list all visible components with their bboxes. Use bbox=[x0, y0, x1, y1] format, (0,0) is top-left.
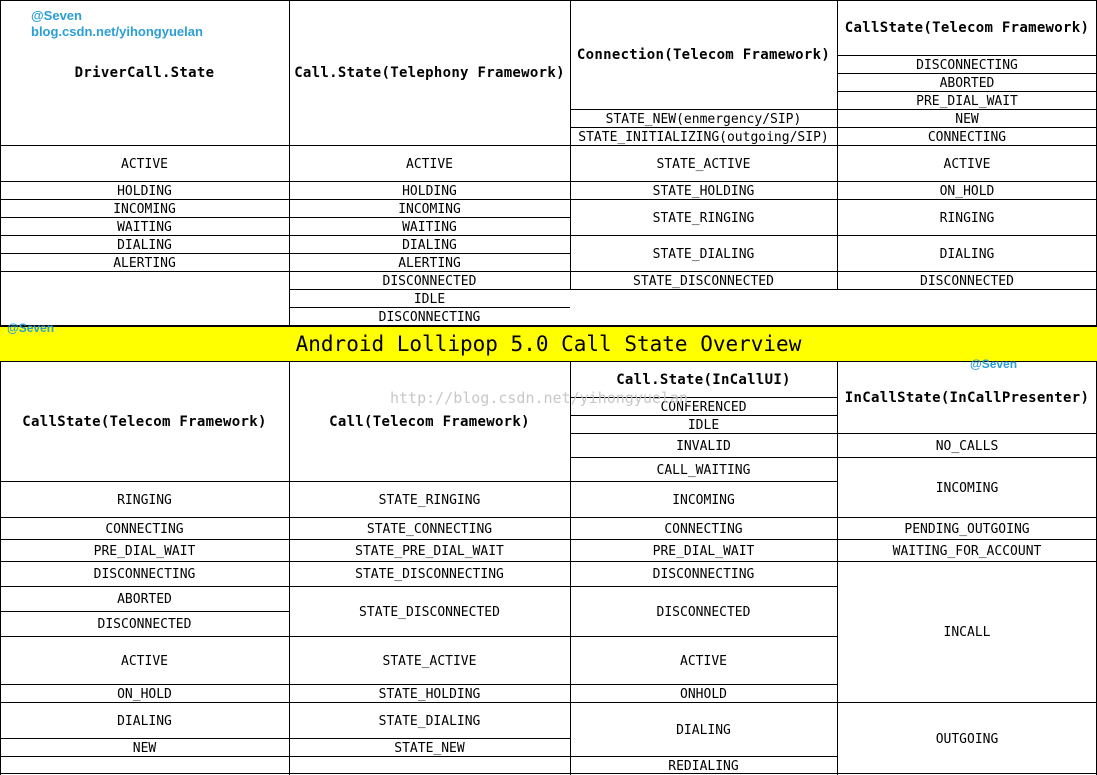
grid-line-horizontal bbox=[0, 773, 1097, 774]
cell-telephony-holding: HOLDING bbox=[402, 183, 457, 199]
grid-line-horizontal bbox=[837, 73, 1097, 74]
grid-line-horizontal bbox=[837, 55, 1097, 56]
cell-callstate-disconnecting-bottom: DISCONNECTING bbox=[93, 567, 196, 582]
cell-driver-incoming: INCOMING bbox=[113, 201, 176, 217]
cell-telephony-idle: IDLE bbox=[413, 291, 446, 307]
grid-line-horizontal bbox=[0, 181, 1097, 182]
cell-incallui-onhold: ONHOLD bbox=[680, 686, 727, 702]
cell-telephony-active: ACTIVE bbox=[406, 156, 453, 172]
grid-line-horizontal bbox=[0, 517, 1097, 518]
cell-presenter-incoming: INCOMING bbox=[935, 480, 999, 496]
cell-incallui-pre-dial-wait: PRE_DIAL_WAIT bbox=[652, 543, 755, 559]
cell-driver-dialing: DIALING bbox=[117, 237, 172, 253]
cell-callstate-pre-dial-wait: PRE_DIAL_WAIT bbox=[916, 93, 1018, 109]
grid-line-horizontal bbox=[0, 756, 837, 757]
cell-presenter-waiting-for-account: WAITING_FOR_ACCOUNT bbox=[892, 543, 1042, 559]
header-incall-presenter-state: InCallState(InCallPresenter) bbox=[844, 390, 1090, 406]
cell-telephony-alerting: ALERTING bbox=[398, 255, 461, 271]
grid-line-horizontal bbox=[0, 217, 570, 218]
cell-callstate-on-hold-bottom: ON_HOLD bbox=[117, 686, 172, 702]
grid-line-vertical bbox=[0, 362, 1, 775]
header-telecom-callstate: CallState(Telecom Framework) bbox=[844, 20, 1090, 36]
cell-incallui-call-waiting: CALL_WAITING bbox=[656, 462, 751, 478]
cell-driver-waiting: WAITING bbox=[117, 219, 172, 235]
grid-line-horizontal bbox=[570, 415, 837, 416]
grid-line-horizontal bbox=[0, 738, 570, 739]
cell-presenter-outgoing: OUTGOING bbox=[935, 731, 999, 747]
cell-call-state-disconnecting: STATE_DISCONNECTING bbox=[355, 567, 504, 582]
cell-presenter-no-calls: NO_CALLS bbox=[935, 438, 999, 454]
cell-incallui-idle: IDLE bbox=[687, 417, 720, 433]
cell-call-state-holding: STATE_HOLDING bbox=[378, 686, 481, 702]
watermark-author-banner-right: @Seven bbox=[970, 357, 1018, 371]
cell-driver-active: ACTIVE bbox=[121, 156, 168, 172]
cell-callstate-disconnected-bottom: DISCONNECTED bbox=[97, 617, 192, 632]
grid-line-horizontal bbox=[0, 271, 1097, 272]
cell-connection-state-ringing: STATE_RINGING bbox=[652, 210, 755, 226]
cell-incallui-connecting: CONNECTING bbox=[664, 521, 743, 537]
grid-line-horizontal bbox=[0, 481, 837, 482]
cell-incallui-incoming: INCOMING bbox=[672, 492, 735, 508]
cell-callstate-disconnected: DISCONNECTED bbox=[920, 273, 1014, 289]
cell-incallui-invalid: INVALID bbox=[676, 438, 731, 454]
cell-incallui-disconnected: DISCONNECTED bbox=[656, 604, 751, 620]
cell-callstate-dialing: DIALING bbox=[939, 246, 995, 262]
cell-incallui-active: ACTIVE bbox=[680, 653, 727, 669]
cell-incallui-disconnecting: DISCONNECTING bbox=[652, 567, 755, 582]
cell-driver-holding: HOLDING bbox=[117, 183, 172, 199]
grid-line-vertical bbox=[289, 0, 290, 326]
cell-callstate-new-bottom: NEW bbox=[132, 740, 157, 756]
cell-callstate-ringing: RINGING bbox=[939, 210, 995, 226]
cell-presenter-incall: INCALL bbox=[943, 624, 991, 640]
grid-line-horizontal bbox=[289, 289, 1097, 290]
cell-callstate-dialing-bottom: DIALING bbox=[117, 713, 172, 729]
header-incallui-call-state: Call.State(InCallUI) bbox=[616, 372, 791, 388]
grid-line-horizontal bbox=[0, 636, 837, 637]
cell-incallui-redialing: REDIALING bbox=[668, 758, 739, 774]
cell-call-state-dialing: STATE_DIALING bbox=[378, 713, 481, 729]
grid-line-horizontal bbox=[0, 253, 570, 254]
grid-line-vertical bbox=[837, 0, 838, 290]
grid-line-horizontal bbox=[0, 0, 1097, 1]
cell-call-state-connecting: STATE_CONNECTING bbox=[366, 521, 493, 537]
grid-line-horizontal bbox=[0, 561, 1097, 562]
cell-call-state-new: STATE_NEW bbox=[394, 740, 465, 756]
cell-connection-state-disconnected: STATE_DISCONNECTED bbox=[633, 273, 774, 289]
grid-line-vertical bbox=[0, 0, 1, 326]
watermark-url-top: blog.csdn.net/yihongyuelan bbox=[31, 24, 203, 39]
cell-callstate-new: NEW bbox=[955, 111, 979, 127]
grid-line-horizontal bbox=[837, 91, 1097, 92]
cell-callstate-on-hold: ON_HOLD bbox=[939, 183, 995, 199]
grid-line-horizontal bbox=[0, 539, 1097, 540]
grid-line-vertical bbox=[570, 0, 571, 290]
grid-line-horizontal bbox=[289, 307, 570, 308]
watermark-author-banner-left: @Seven bbox=[7, 321, 55, 335]
watermark-center-url: http://blog.csdn.net/yihongyuelan bbox=[390, 389, 689, 407]
cell-driver-alerting: ALERTING bbox=[113, 255, 176, 271]
cell-callstate-aborted-bottom: ABORTED bbox=[117, 592, 172, 607]
cell-telephony-incoming: INCOMING bbox=[398, 201, 461, 217]
cell-connection-state-new: STATE_NEW(enmergency/SIP) bbox=[605, 111, 802, 127]
grid-line-vertical bbox=[837, 362, 838, 775]
grid-line-vertical bbox=[570, 362, 571, 775]
grid-line-vertical bbox=[289, 362, 290, 775]
grid-line-horizontal bbox=[0, 586, 837, 587]
grid-line-horizontal bbox=[0, 145, 1097, 146]
overview-title: Android Lollipop 5.0 Call State Overview bbox=[295, 332, 802, 356]
overview-title-banner bbox=[0, 326, 1097, 362]
cell-call-state-ringing: STATE_RINGING bbox=[378, 492, 481, 508]
cell-call-state-disconnected: STATE_DISCONNECTED bbox=[359, 604, 500, 620]
cell-telephony-waiting: WAITING bbox=[402, 219, 457, 235]
grid-line-horizontal bbox=[0, 702, 1097, 703]
cell-callstate-connecting: CONNECTING bbox=[927, 129, 1007, 145]
cell-callstate-connecting-bottom: CONNECTING bbox=[105, 521, 184, 537]
grid-line-horizontal bbox=[570, 457, 1097, 458]
cell-connection-state-active: STATE_ACTIVE bbox=[656, 156, 751, 172]
grid-line-horizontal bbox=[0, 325, 1097, 326]
grid-line-horizontal bbox=[0, 611, 289, 612]
grid-line-horizontal bbox=[0, 199, 1097, 200]
cell-callstate-active: ACTIVE bbox=[943, 156, 991, 172]
grid-line-horizontal bbox=[570, 109, 1097, 110]
cell-call-state-pre-dial-wait: STATE_PRE_DIAL_WAIT bbox=[355, 543, 504, 559]
grid-line-horizontal bbox=[0, 235, 1097, 236]
cell-connection-state-holding: STATE_HOLDING bbox=[652, 183, 755, 199]
cell-callstate-disconnecting: DISCONNECTING bbox=[916, 57, 1018, 73]
cell-callstate-pre-dial-wait-bottom: PRE_DIAL_WAIT bbox=[93, 543, 196, 559]
header-telecom-call: Call(Telecom Framework) bbox=[329, 414, 530, 430]
watermark-author-top: @Seven bbox=[31, 8, 82, 23]
cell-call-state-active: STATE_ACTIVE bbox=[382, 653, 477, 669]
grid-line-horizontal bbox=[0, 361, 1097, 362]
cell-telephony-disconnecting: DISCONNECTING bbox=[378, 309, 481, 325]
cell-connection-state-dialing: STATE_DIALING bbox=[652, 246, 755, 262]
header-telephony-call-state: Call.State(Telephony Framework) bbox=[294, 65, 565, 81]
header-telecom-connection: Connection(Telecom Framework) bbox=[576, 47, 831, 63]
cell-connection-state-initializing: STATE_INITIALIZING(outgoing/SIP) bbox=[578, 129, 829, 145]
grid-line-horizontal bbox=[570, 127, 1097, 128]
grid-line-horizontal bbox=[570, 433, 1097, 434]
cell-telephony-disconnected: DISCONNECTED bbox=[382, 273, 477, 289]
cell-incallui-dialing: DIALING bbox=[676, 722, 731, 738]
cell-callstate-aborted: ABORTED bbox=[939, 75, 995, 91]
cell-callstate-active-bottom: ACTIVE bbox=[121, 653, 168, 669]
cell-incallui-conferenced: CONFERENCED bbox=[660, 399, 747, 415]
grid-line-horizontal bbox=[0, 684, 837, 685]
cell-presenter-pending-outgoing: PENDING_OUTGOING bbox=[904, 521, 1030, 537]
header-drivercall-state: DriverCall.State bbox=[74, 65, 215, 81]
header-telecom-callstate-bottom: CallState(Telecom Framework) bbox=[22, 414, 267, 430]
cell-callstate-ringing-bottom: RINGING bbox=[117, 492, 172, 508]
cell-telephony-dialing: DIALING bbox=[402, 237, 457, 253]
